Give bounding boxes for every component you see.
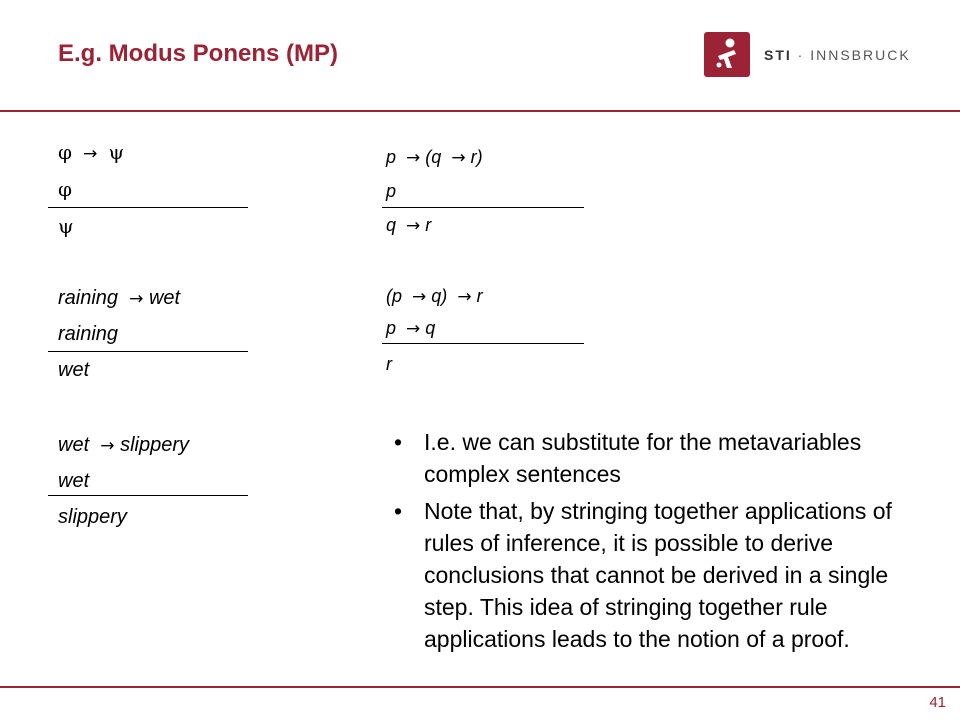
pqr-conclusion: q → r — [386, 215, 432, 236]
sti-innsbruck-logo — [704, 32, 911, 77]
inference-rule-line — [382, 343, 584, 344]
inference-rule-line — [382, 207, 584, 208]
inference-rule-line — [48, 351, 248, 352]
arrow-icon: → — [406, 319, 421, 339]
inference-rule-line — [48, 207, 248, 208]
arrow-icon: → — [406, 148, 421, 168]
wet-premise: wet — [58, 470, 90, 492]
mp-conclusion: ψ — [58, 214, 74, 238]
pq-r-conclusion: r — [386, 354, 392, 374]
logo-wordmark: STI · INNSBRUCK — [764, 46, 911, 63]
pqr-premise-implication: p → (q → r) — [386, 147, 483, 168]
pq-r-premise-pq: p → q — [386, 318, 436, 339]
pq-r-premise-implication: (p → q) → r — [386, 286, 483, 307]
arrow-icon: → — [129, 289, 144, 309]
pqr-premise-p: p — [386, 181, 397, 201]
arrow-icon: → — [100, 436, 115, 456]
inference-rule-line — [48, 495, 248, 496]
mp-premise-antecedent: φ — [58, 177, 73, 201]
footer-divider — [0, 686, 960, 688]
arrow-icon: → — [412, 287, 427, 307]
list-item: • Note that, by stringing together applications of rules of inference, it is possible to derive conclusions that cannot be derived in a single step. This idea of stringing together rule applications leads to the notion of a proof. — [392, 495, 932, 655]
wet-implication: wet → slippery — [58, 434, 189, 456]
bullet-list — [392, 426, 932, 660]
page-number: 41 — [929, 694, 946, 711]
list-item: • I.e. we can substitute for the metavariables complex sentences — [392, 426, 932, 490]
header-divider — [0, 110, 960, 112]
bullet-icon: • — [394, 498, 403, 524]
raining-implication: raining → wet — [58, 287, 181, 309]
arrow-icon: → — [457, 287, 472, 307]
sti-logo-icon — [704, 32, 750, 77]
bullet-icon: • — [394, 429, 403, 455]
wet-conclusion: slippery — [58, 506, 127, 528]
mp-premise-implication: φ → ψ — [58, 140, 125, 164]
slide-title: E.g. Modus Ponens (MP) — [58, 40, 338, 67]
arrow-icon: → — [451, 148, 466, 168]
raining-conclusion: wet — [58, 359, 90, 381]
arrow-icon: → — [83, 144, 98, 164]
raining-premise: raining — [58, 323, 119, 345]
arrow-icon: → — [406, 216, 421, 236]
